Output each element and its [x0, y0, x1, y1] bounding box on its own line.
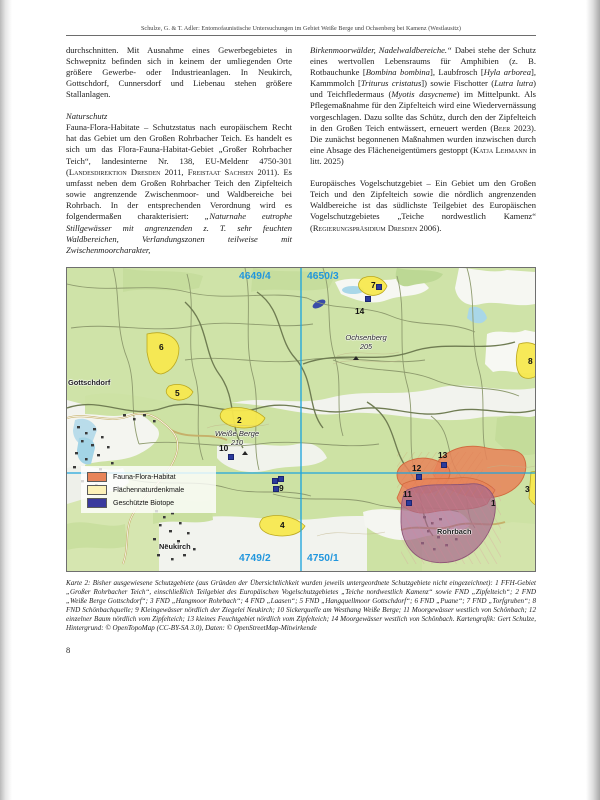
site-number: 10 — [219, 443, 229, 454]
page-number: 8 — [66, 646, 71, 656]
figure-caption: Karte 2: Bisher ausgewiesene Schutzgebiete (aus Gründen der Übersichtlichkeit wurden jeweils untergeordnete Schutzgebiete nicht eingezeichnet): 1 FFH-Gebiet „Großer Rohrbacher Teich“, einschließlich Teilgebiet des Europäischen Vogelschutzgebietes „Teiche nordwestlich Kamenz“ sowie FND „Zipfelteich“; 2 FND „Weiße Berge Gottschdorf“; 3 FND „Hangmoor Rohrbach“; 4 FND „Laasen“; 5 FND „Hangquellmoor Gottschdorf“; 6 FND „Puane“; 7 FND „Torfgruben“; 8 FND Schönbachquelle; 9 Kleingewässer nördlich der Ziegelei Neukirch; 10 Sickerquelle am Westhang Weiße Berge; 11 Moorgewässer westlich von Schönbach; 12 einzelner Baum nördlich vom Zipfelteich; 13 kleines Feuchtgebiet nördlich vom Zipfelteich; 14 Moorgewässer westlich von Schönbach. Kartengrafik: Gert Schulze, Hintergrund: © OpenTopoMap (CC-BY-SA 3.0), Daten: © OpenStreetMap-Mitwirkende — [66, 579, 536, 633]
ffh-cont-c: ], Kammmolch [ — [310, 66, 536, 89]
page-content — [66, 26, 536, 655]
grid-label: 4650/3 — [307, 271, 339, 283]
map-canvas — [67, 268, 535, 571]
biotope-marker — [441, 462, 447, 468]
peak-triangle-icon — [353, 356, 359, 360]
citation-freistaat-sachsen: Freistaat Sachsen — [187, 166, 254, 177]
grid-label: 4750/1 — [307, 553, 339, 565]
hill-label-weisse-berge — [195, 429, 279, 447]
legend-item-biotope — [87, 496, 211, 509]
legend-label-ffh: Fauna-Flora-Habitat — [113, 472, 176, 481]
legend-swatch-biotope-icon — [87, 498, 107, 508]
two-column-body — [66, 45, 536, 257]
hill-elevation: 210 — [231, 438, 243, 448]
paragraph-continuation: durchschnitten. Mit Ausnahme eines Gewerbegebietes in Schwepnitz befinden sich in keinem der umliegenden Orte größere Gewerbe- oder Industrieanlagen. In Neukirch, Gottschdorf, Cunnersdorf und Liebenau stehen größere Stallanlagen. — [66, 44, 292, 100]
ffh-text-c: 2011). Es umfasst neben dem Großen Rohrbacher Teich den Zipfelteich sowie angrenzende Zwischenmoor- und Waldbereiche bei Rohrbach. In der entsprechenden Verordnung wird es folgendermaßen charakterisiert: — [66, 166, 293, 222]
ffh-text-b: 2011, — [160, 166, 188, 177]
site-number: 11 — [403, 489, 412, 500]
biotope-marker — [228, 454, 234, 460]
ffh-cont-f: ) im Mittelpunkt. Als Pflegemaßnahme für den Zipfelteich wird eine Wiedervernässung vorgeschlagen. Dazu sollte das Schütz, durch den der Zipfelteich in den Großen Teich entwässert, erneuert werden ( — [310, 89, 536, 133]
species-hyla-arborea: Hyla arborea — [483, 66, 532, 77]
place-label-rohrbach: Rohrbach — [437, 527, 472, 537]
site-number: 1 — [491, 498, 496, 509]
site-number: 9 — [279, 483, 284, 494]
map-legend — [81, 466, 216, 513]
ffh-cont-b: ], Laubfrosch [ — [429, 66, 484, 77]
site-number: 5 — [175, 388, 180, 399]
biotope-marker — [416, 474, 422, 480]
ffh-cont-d: ]) sowie Fischotter ( — [421, 78, 495, 89]
ffh-text-a: Fauna-Flora-Habitate – Schutzstatus nach europäischem Recht hat das Gebiet um den Großen Rohrbacher Teich. Es handelt es sich um das Flora-Fauna-Habitat-Gebiet „Großer Rohrbacher Teich“, landesinterne Nr. 138, EU-Meldenr 4750-301 ( — [66, 122, 292, 177]
site-number: 8 — [528, 356, 533, 367]
site-number: 4 — [280, 520, 285, 531]
paragraph-vogelschutzgebiet — [310, 178, 536, 234]
biotope-marker — [278, 476, 284, 482]
citation-lehmann: Katja Lehmann — [472, 145, 528, 156]
running-head: Schulze, G. & T. Adler: Entomofaunistische Untersuchungen im Gebiet Weiße Berge und Ochsenberg bei Kamenz (Westlausitz) — [66, 26, 536, 36]
peak-triangle-icon — [242, 451, 248, 455]
citation-regierungspraesidium: Regierungspräsidium Dresden — [312, 222, 418, 233]
section-heading-naturschutz: Naturschutz — [66, 110, 108, 121]
site-number: 14 — [355, 306, 365, 317]
biotope-marker — [365, 296, 371, 302]
hill-name: Weiße Berge — [214, 429, 260, 439]
grid-label: 4749/2 — [239, 553, 271, 565]
grid-label: 4649/4 — [239, 271, 271, 283]
ffh-cont-g: 2023). Die zunächst begonnenen Maßnahmen wurden inzwischen durch eine Absage des Flächeneigentümers gestoppt ( — [310, 122, 536, 156]
ffh-quote-part2: Birkenmoorwälder, Nadelwaldbereiche.“ — [310, 44, 452, 55]
legend-swatch-fnd-icon — [87, 485, 107, 495]
place-label-neukirch: Neukirch — [159, 542, 191, 552]
map-figure-karte-2 — [66, 267, 536, 572]
site-number: 3 — [525, 484, 530, 495]
site-number: 7 — [371, 280, 376, 291]
species-triturus-cristatus: Triturus cristatus — [360, 78, 422, 89]
site-number: 6 — [159, 342, 164, 353]
map-graphic — [67, 268, 535, 571]
left-column — [66, 45, 292, 257]
site-number: 2 — [237, 415, 242, 426]
species-bombina-bombina: Bombina bombina — [365, 66, 430, 77]
legend-label-fnd: Flächennaturdenkmale — [113, 485, 185, 494]
hill-elevation: 205 — [360, 342, 372, 352]
vsg-text-a: Europäisches Vogelschutzgebiet – Ein Gebiet um den Großen Teich und den Zipfelteich sowie die nördlich angrenzenden Waldbereiche ist das südlichste Teilgebiet des Europäischen Vogelschutzgebietes „Teiche nordwestlich Kamenz“ ( — [310, 177, 536, 233]
species-myotis-dasycneme: Myotis dasycneme — [391, 89, 457, 100]
legend-label-biotope: Geschützte Biotope — [113, 498, 175, 507]
site-number: 12 — [412, 463, 422, 474]
biotope-marker — [406, 500, 412, 506]
ffh-cont-a: Dabei stehe der Schutz eines wertvollen Lebensraums für Amphibien (z. B. Rotbauchunke [ — [310, 44, 536, 77]
ffh-quote-part1: „Naturnahe eutrophe Stillgewässer mit angrenzenden z. T. sehr feuchten Waldbereichen, Verlandungszonen teilweise mit Zwischenmoorcharakter, — [66, 211, 292, 255]
hill-name: Ochsenberg — [345, 333, 387, 343]
paragraph-ffh — [66, 122, 292, 256]
biotope-marker — [376, 284, 382, 290]
ffh-cont-e: ) und Teichfledermaus ( — [310, 78, 537, 100]
hill-label-ochsenberg — [325, 333, 407, 351]
site-number: 13 — [438, 450, 448, 461]
paragraph-ffh-continued — [310, 45, 536, 168]
legend-item-ffh — [87, 470, 211, 483]
place-label-gottschdorf: Gottschdorf — [68, 378, 111, 388]
citation-landesdirektion: Landesdirektion Dresden — [68, 166, 161, 177]
legend-swatch-ffh-icon — [87, 472, 107, 482]
legend-item-fnd — [87, 483, 211, 496]
vsg-text-b: 2006). — [417, 222, 442, 233]
ffh-cont-h: in litt. 2025) — [310, 145, 536, 167]
citation-beer: Beer — [493, 122, 511, 133]
right-column — [310, 45, 536, 257]
species-lutra-lutra: Lutra lutra — [494, 78, 534, 89]
